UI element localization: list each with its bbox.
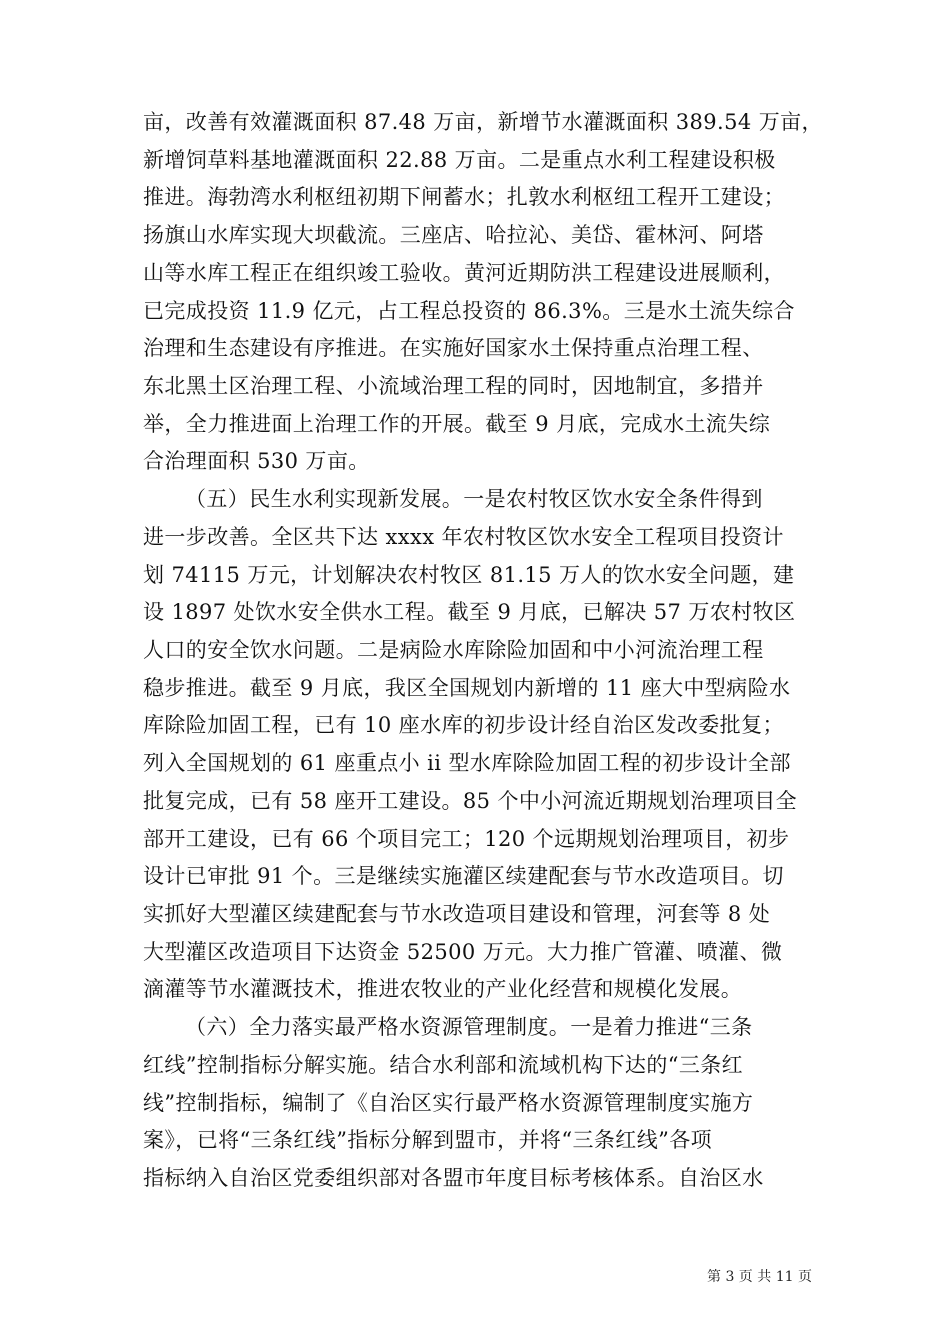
- text-line: 东北黑土区治理工程、小流域治理工程的同时，因地制宜，多措并: [143, 374, 764, 398]
- text-line: 进一步改善。全区共下达 xxxx 年农村牧区饮水安全工程项目投资计: [143, 525, 784, 549]
- text-line: 库除险加固工程，已有 10 座水库的初步设计经自治区发改委批复；: [143, 713, 784, 737]
- text-line: 新增饲草料基地灌溉面积 22.88 万亩。二是重点水利工程建设积极: [143, 148, 776, 172]
- text-line: 大型灌区改造项目下达资金 52500 万元。大力推广管灌、喷灌、微: [143, 940, 783, 964]
- text-line: 人口的安全饮水问题。二是病险水库除险加固和中小河流治理工程: [143, 638, 764, 662]
- text-line: 批复完成，已有 58 座开工建设。85 个中小河流近期规划治理项目全: [143, 789, 798, 813]
- text-line: 设计已审批 91 个。三是继续实施灌区续建配套与节水改造项目。切: [143, 864, 784, 888]
- text-line: 实抓好大型灌区续建配套与节水改造项目建设和管理，河套等 8 处: [143, 902, 771, 926]
- text-line: 滴灌等节水灌溉技术，推进农牧业的产业化经营和规模化发展。: [143, 977, 743, 1001]
- text-line: 扬旗山水库实现大坝截流。三座店、哈拉沁、美岱、霍林河、阿塔: [143, 223, 764, 247]
- text-line: 线”控制指标，编制了《自治区实行最严格水资源管理制度实施方: [143, 1091, 754, 1115]
- text-line: 举，全力推进面上治理工作的开展。截至 9 月底，完成水土流失综: [143, 412, 771, 436]
- text-line: 列入全国规划的 61 座重点小 ii 型水库除险加固工程的初步设计全部: [143, 751, 791, 775]
- paragraph-five-heading-line: （五）民生水利实现新发展。一是农村牧区饮水安全条件得到: [185, 487, 763, 511]
- paragraph-six-heading-line: （六）全力落实最严格水资源管理制度。一是着力推进“三条: [185, 1015, 753, 1039]
- text-line: 部开工建设，已有 66 个项目完工；120 个远期规划治理项目，初步: [143, 827, 790, 851]
- text-line: 亩，改善有效灌溉面积 87.48 万亩，新增节水灌溉面积 389.54 万亩，: [143, 110, 823, 134]
- text-line: 合治理面积 530 万亩。: [143, 449, 370, 473]
- text-line: 案》，已将“三条红线”指标分解到盟市，并将“三条红线”各项: [143, 1128, 713, 1152]
- text-line: 设 1897 处饮水安全供水工程。截至 9 月底，已解决 57 万农村牧区: [143, 600, 796, 624]
- text-line: 治理和生态建设有序推进。在实施好国家水土保持重点治理工程、: [143, 336, 764, 360]
- text-line: 推进。海勃湾水利枢纽初期下闸蓄水；扎敦水利枢纽工程开工建设；: [143, 185, 785, 209]
- text-line: 已完成投资 11.9 亿元，占工程总投资的 86.3%。三是水土流失综合: [143, 299, 795, 323]
- text-line: 指标纳入自治区党委组织部对各盟市年度目标考核体系。自治区水: [143, 1166, 764, 1190]
- page-number-footer: 第 3 页 共 11 页: [707, 1269, 812, 1285]
- text-line: 红线”控制指标分解实施。结合水利部和流域机构下达的“三条红: [143, 1053, 744, 1077]
- text-line: 稳步推进。截至 9 月底，我区全国规划内新增的 11 座大中型病险水: [143, 676, 791, 700]
- text-line: 划 74115 万元，计划解决农村牧区 81.15 万人的饮水安全问题，建: [143, 563, 795, 587]
- text-line: 山等水库工程正在组织竣工验收。黄河近期防洪工程建设进展顺利，: [143, 261, 785, 285]
